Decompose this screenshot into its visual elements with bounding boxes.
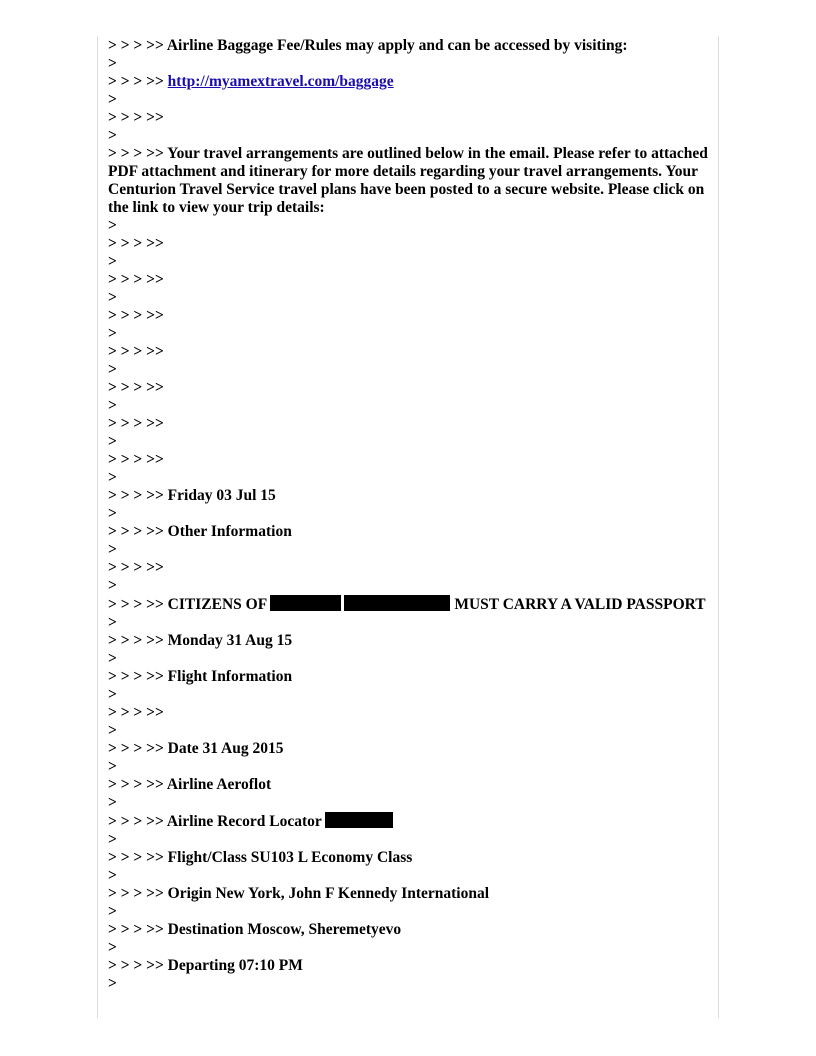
redaction-block [344, 595, 450, 611]
quote-marker: > [108, 289, 117, 306]
quote-prefix-line: > > > >> [108, 451, 164, 468]
date-line-1: > > > >> Friday 03 Jul 15 [108, 487, 276, 504]
quote-marker: > [108, 577, 117, 594]
flight-date-line: > > > >> Date 31 Aug 2015 [108, 740, 284, 757]
other-information-heading: > > > >> Other Information [108, 523, 292, 540]
destination-line: > > > >> Destination Moscow, Sheremetyevo [108, 921, 402, 938]
quote-prefix-line: > > > >> [108, 415, 164, 432]
departing-line: > > > >> Departing 07:10 PM [108, 957, 303, 974]
quote-marker: > [108, 55, 117, 72]
quote-marker: > [108, 975, 117, 992]
flight-information-heading: > > > >> Flight Information [108, 668, 293, 685]
quote-marker: > [108, 217, 117, 234]
date-line-2: > > > >> Monday 31 Aug 15 [108, 632, 293, 649]
travel-intro-paragraph: > > > >> Your travel arrangements are outlined below in the email. Please refer to attached PDF attachment and itinerary for more details regarding your travel arrangements. Your Centurion Travel Service travel plans have been posted to a secure website. Please click on the link to view your trip details: [108, 145, 712, 216]
redaction-block [325, 812, 393, 828]
baggage-intro-line: > > > >> Airline Baggage Fee/Rules may apply and can be accessed by visiting: [108, 37, 628, 54]
quote-prefix-line: > > > >> [108, 109, 164, 126]
quote-marker: > [108, 867, 117, 884]
quote-marker: > [108, 505, 117, 522]
quote-marker: > [108, 650, 117, 667]
quote-marker: > [108, 361, 117, 378]
quote-marker: > [108, 127, 117, 144]
quote-prefix-line: > > > >> [108, 379, 164, 396]
baggage-link-line: > > > >> http://myamextravel.com/baggage [108, 73, 394, 90]
record-locator-line: > > > >> Airline Record Locator [108, 812, 710, 831]
quote-marker: > [108, 325, 117, 342]
quote-prefix-line: > > > >> [108, 271, 164, 288]
quote-prefix-line: > > > >> [108, 307, 164, 324]
quote-marker: > [108, 831, 117, 848]
airline-line: > > > >> Airline Aeroflot [108, 776, 272, 793]
quote-prefix-line: > > > >> [108, 559, 164, 576]
origin-line: > > > >> Origin New York, John F Kennedy International [108, 885, 490, 902]
quote-prefix-line: > > > >> [108, 343, 164, 360]
quote-marker: > [108, 939, 117, 956]
quote-marker: > [108, 433, 117, 450]
quote-marker: > [108, 614, 117, 631]
quote-prefix-line: > > > >> [108, 235, 164, 252]
quote-marker: > [108, 541, 117, 558]
flight-class-line: > > > >> Flight/Class SU103 L Economy Class [108, 849, 413, 866]
baggage-link[interactable]: http://myamextravel.com/baggage [167, 73, 394, 90]
redaction-block [270, 595, 341, 611]
passport-notice-line: > > > >> CITIZENS OF MUST CARRY A VALID PASSPORT [108, 596, 706, 613]
quote-marker: > [108, 397, 117, 414]
quote-marker: > [108, 91, 117, 108]
quote-marker: > [108, 794, 117, 811]
quote-marker: > [108, 686, 117, 703]
quote-prefix-line: > > > >> [108, 704, 164, 721]
quote-marker: > [108, 903, 117, 920]
quote-marker: > [108, 758, 117, 775]
email-body [108, 37, 710, 993]
quote-marker: > [108, 469, 117, 486]
quote-marker: > [108, 253, 117, 270]
quote-marker: > [108, 722, 117, 739]
